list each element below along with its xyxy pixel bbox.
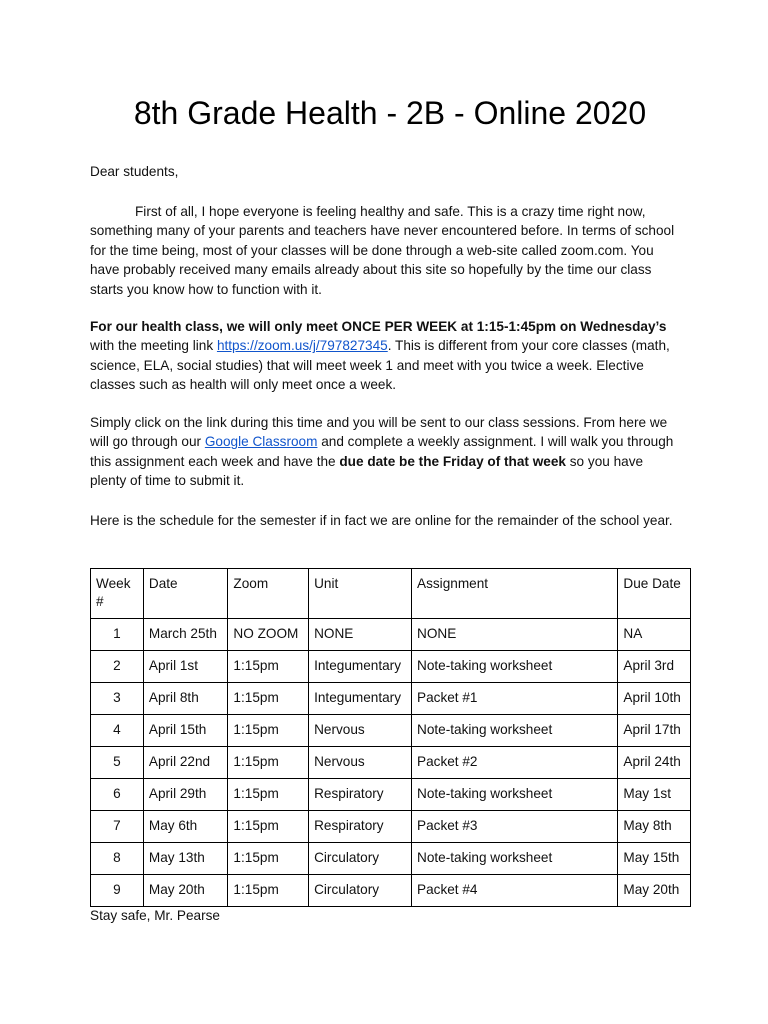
cell-due-date: May 15th [618, 843, 691, 875]
cell-due-date: May 20th [618, 875, 691, 907]
cell-assignment: Packet #3 [412, 811, 618, 843]
cell-due-date: NA [618, 619, 691, 651]
classroom-text-before-link: Simply click on the link during this time and you will be sent to our class sessions. From here we will go through our [90, 415, 668, 450]
cell-assignment: NONE [412, 619, 618, 651]
cell-week: 4 [91, 715, 144, 747]
meeting-text-before-link: with the meeting link [90, 338, 217, 354]
header-zoom: Zoom [228, 569, 309, 619]
cell-date: May 6th [143, 811, 228, 843]
table-row [91, 651, 691, 683]
header-due-date: Due Date [618, 569, 691, 619]
header-unit: Unit [309, 569, 412, 619]
cell-date: May 13th [143, 843, 228, 875]
cell-due-date: May 1st [618, 779, 691, 811]
header-week: Week # [91, 569, 144, 619]
cell-week: 2 [91, 651, 144, 683]
table-row [91, 747, 691, 779]
cell-due-date: April 10th [618, 683, 691, 715]
cell-date: April 15th [143, 715, 228, 747]
header-date: Date [143, 569, 228, 619]
cell-unit: Nervous [309, 747, 412, 779]
closing-signature: Stay safe, Mr. Pearse [90, 908, 220, 923]
cell-due-date: April 17th [618, 715, 691, 747]
cell-zoom: 1:15pm [228, 811, 309, 843]
cell-unit: Respiratory [309, 779, 412, 811]
cell-due-date: April 3rd [618, 651, 691, 683]
table-row [91, 811, 691, 843]
cell-assignment: Packet #1 [412, 683, 618, 715]
intro-paragraph: First of all, I hope everyone is feeling healthy and safe. This is a crazy time right now, something many of your parents and teachers have never encountered before. In terms of school for the time being, most of your classes will be done through a web-site called zoom.com. You have probably received many emails already about this site so hopefully by the time our class starts you know how to function with it. [90, 204, 675, 297]
cell-zoom: 1:15pm [228, 779, 309, 811]
cell-week: 6 [91, 779, 144, 811]
google-classroom-link[interactable]: Google Classroom [204, 434, 318, 450]
classroom-text-after: so you have plenty of time to submit it. [90, 453, 644, 489]
cell-zoom: 1:15pm [228, 715, 309, 747]
table-row [91, 843, 691, 875]
meeting-schedule-bold: For our health class, we will only meet ONCE PER WEEK at 1:15-1:45pm on Wednesday’s [90, 319, 667, 334]
zoom-meeting-link[interactable]: https://zoom.us/j/797827345 [216, 338, 388, 354]
table-row [91, 683, 691, 715]
cell-week: 8 [91, 843, 144, 875]
cell-unit: Circulatory [309, 843, 412, 875]
cell-week: 5 [91, 747, 144, 779]
cell-unit: Circulatory [309, 875, 412, 907]
cell-assignment: Note-taking worksheet [412, 779, 618, 811]
classroom-text-middle: and complete a weekly assignment. I will walk you through this assignment each week and have the [90, 434, 674, 469]
table-row [91, 779, 691, 811]
cell-date: April 8th [143, 683, 228, 715]
cell-assignment: Note-taking worksheet [412, 843, 618, 875]
schedule-intro-paragraph: Here is the schedule for the semester if in fact we are online for the remainder of the school year. [90, 513, 673, 528]
table-row [91, 715, 691, 747]
cell-zoom: 1:15pm [228, 747, 309, 779]
schedule-table [90, 568, 691, 907]
cell-unit: NONE [309, 619, 412, 651]
due-date-bold: due date be the Friday of that week [339, 453, 566, 469]
cell-zoom: 1:15pm [228, 843, 309, 875]
cell-date: March 25th [143, 619, 228, 651]
meeting-text-after-link: . This is different from your core classes (math, science, ELA, social studies) that will meet week 1 and meet with you twice a week. Elective classes such as health will only meet once a week. [90, 338, 670, 393]
greeting: Dear students, [90, 164, 179, 179]
cell-unit: Integumentary [309, 651, 412, 683]
cell-assignment: Packet #4 [412, 875, 618, 907]
cell-week: 7 [91, 811, 144, 843]
cell-zoom: 1:15pm [228, 683, 309, 715]
cell-week: 3 [91, 683, 144, 715]
cell-week: 1 [91, 619, 144, 651]
cell-assignment: Packet #2 [412, 747, 618, 779]
cell-zoom: 1:15pm [228, 651, 309, 683]
cell-unit: Respiratory [309, 811, 412, 843]
cell-zoom: NO ZOOM [228, 619, 309, 651]
cell-week: 9 [91, 875, 144, 907]
document-title: 8th Grade Health - 2B - Online 2020 [133, 95, 647, 131]
cell-due-date: May 8th [618, 811, 691, 843]
cell-unit: Integumentary [309, 683, 412, 715]
cell-date: April 29th [143, 779, 228, 811]
cell-zoom: 1:15pm [228, 875, 309, 907]
table-row [91, 619, 691, 651]
table-header-row [91, 569, 691, 619]
cell-assignment: Note-taking worksheet [412, 715, 618, 747]
table-row [91, 875, 691, 907]
cell-assignment: Note-taking worksheet [412, 651, 618, 683]
meeting-paragraph [90, 317, 675, 395]
cell-date: April 1st [143, 651, 228, 683]
cell-due-date: April 24th [618, 747, 691, 779]
cell-date: April 22nd [143, 747, 228, 779]
classroom-paragraph [90, 413, 675, 491]
cell-date: May 20th [143, 875, 228, 907]
cell-unit: Nervous [309, 715, 412, 747]
header-assignment: Assignment [412, 569, 618, 619]
